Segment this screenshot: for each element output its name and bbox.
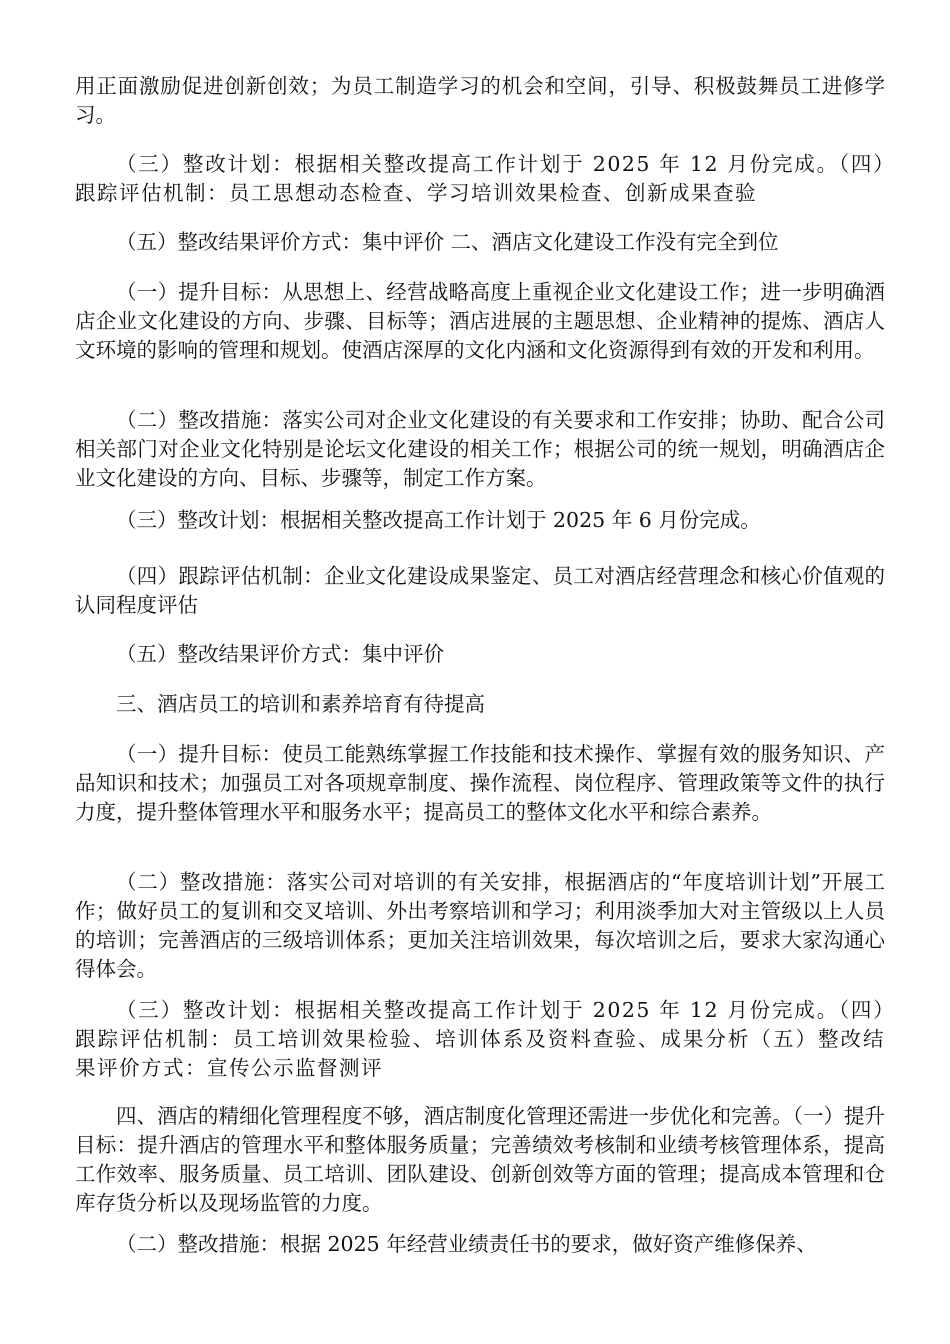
paragraph-5: （二）整改措施：落实公司对企业文化建设的有关要求和工作安排；协助、配合公司相关部门对企业文化特别是论坛文化建设的相关工作；根据公司的统一规划，明确酒店企业文化建设的方向、目标、步骤等，制定工作方案。	[75, 408, 885, 490]
paragraph-2: （三）整改计划：根据相关整改提高工作计划于 2025 年 12 月份完成。（四）跟踪评估机制：员工思想动态检查、学习培训效果检查、创新成果查验	[75, 152, 885, 205]
paragraph-10: （二）整改措施：落实公司对培训的有关安排，根据酒店的“年度培训计划”开展工作；做好员工的复训和交叉培训、外出考察培训和学习；利用淡季加大对主管级以上人员的培训；完善酒店的三级培训体系；更加关注培训效果，每次培训之后，要求大家沟通心得体会。	[75, 870, 885, 981]
paragraph-9: （一）提升目标：使员工能熟练掌握工作技能和技术操作、掌握有效的服务知识、产品知识和技术；加强员工对各项规章制度、操作流程、岗位程序、管理政策等文件的执行力度，提升整体管理水平和服务水平；提高员工的整体文化水平和综合素养。	[75, 742, 885, 824]
paragraph-6: （三）整改计划：根据相关整改提高工作计划于 2025 年 6 月份完成。	[116, 508, 761, 532]
section-heading-3: 三、酒店员工的培训和素养培育有待提高	[116, 692, 485, 716]
paragraph-3: （五）整改结果评价方式：集中评价 二、酒店文化建设工作没有完全到位	[116, 230, 779, 254]
paragraph-8: （五）整改结果评价方式：集中评价	[116, 642, 444, 666]
paragraph-13: （二）整改措施：根据 2025 年经营业绩责任书的要求，做好资产维修保养、	[116, 1232, 817, 1256]
paragraph-12: 四、酒店的精细化管理程度不够，酒店制度化管理还需进一步优化和完善。（一）提升目标：提升酒店的管理水平和整体服务质量；完善绩效考核制和业绩考核管理体系，提高工作效率、服务质量、员工培训、团队建设、创新创效等方面的管理；提高成本管理和仓库存货分析以及现场监管的力度。	[75, 1104, 885, 1215]
paragraph-1: 用正面激励促进创新创效；为员工制造学习的机会和空间，引导、积极鼓舞员工进修学习。	[75, 74, 885, 127]
paragraph-11: （三）整改计划：根据相关整改提高工作计划于 2025 年 12 月份完成。（四）跟踪评估机制：员工培训效果检验、培训体系及资料查验、成果分析（五）整改结果评价方式：宣传公示监督测评	[75, 998, 885, 1080]
paragraph-7: （四）跟踪评估机制：企业文化建设成果鉴定、员工对酒店经营理念和核心价值观的认同程度评估	[75, 564, 885, 617]
paragraph-4: （一）提升目标：从思想上、经营战略高度上重视企业文化建设工作；进一步明确酒店企业文化建设的方向、步骤、目标等；酒店进展的主题思想、企业精神的提炼、酒店人文环境的影响的管理和规划。使酒店深厚的文化内涵和文化资源得到有效的开发和利用。	[75, 280, 885, 362]
